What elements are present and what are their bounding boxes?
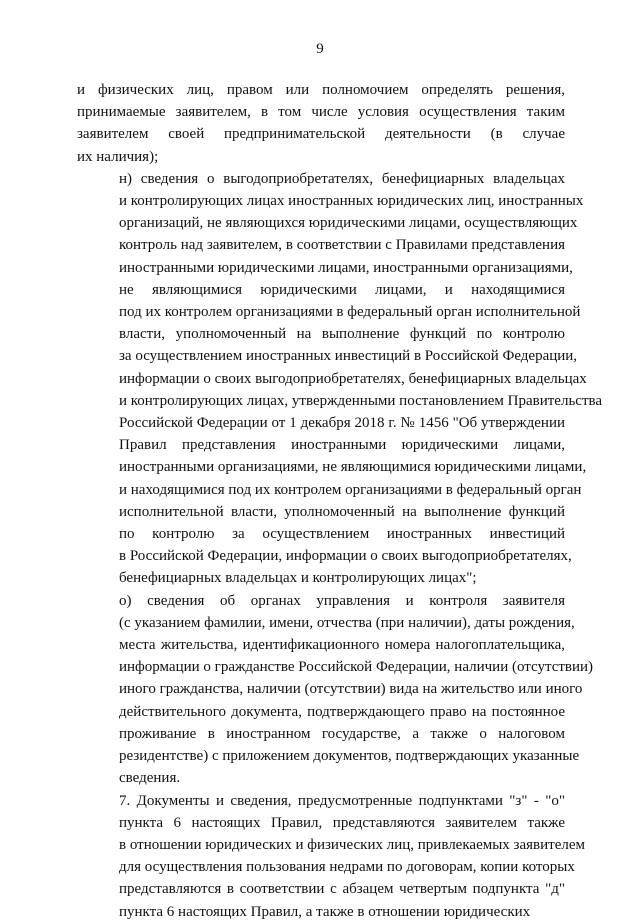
text-line: Российской Федерации от 1 декабря 2018 г. № 1456 "Об утверждении: [119, 415, 565, 432]
text-line: в отношении юридических и физических лиц, привлекаемых заявителем: [119, 836, 585, 853]
text-line: действительного документа, подтверждающего право на постоянное: [119, 703, 565, 720]
text-line: для осуществления пользования недрами по договорам, копии которых: [119, 859, 575, 876]
text-line: 7. Документы и сведения, предусмотренные подпунктами "з" - "о": [119, 792, 565, 809]
text-line: заявителем своей предпринимательской деятельности (в случае: [77, 126, 565, 143]
text-line: за осуществлением иностранных инвестиций в Российской Федерации,: [119, 348, 578, 365]
text-line: пункта 6 настоящих Правил, представляются заявителем также: [119, 814, 565, 831]
text-line: бенефициарных владельцах и контролирующих лицах";: [119, 570, 477, 587]
text-line: их наличия);: [77, 148, 159, 165]
text-line: (с указанием фамилии, имени, отчества (при наличии), даты рождения,: [119, 614, 575, 631]
text-line: принимаемые заявителем, в том числе условия осуществления таким: [77, 104, 565, 121]
text-line: исполнительной власти, уполномоченный на выполнение функций: [119, 503, 565, 520]
paragraph-item-n: [77, 168, 603, 590]
text-line: и контролирующих лицах, утвержденными постановлением Правительства: [119, 392, 603, 409]
text-line: сведения.: [119, 770, 181, 787]
page-number: 9: [316, 41, 324, 57]
text-line: информации о своих выгодоприобретателях, бенефициарных владельцах: [119, 370, 587, 387]
text-line: организаций, не являющихся юридическими лицами, осуществляющих: [119, 215, 578, 232]
text-line: и физических лиц, правом или полномочием определять решения,: [77, 82, 565, 98]
text-line: представляются в соответствии с абзацем четвертым подпункта "д": [119, 881, 565, 898]
paragraph-continuation: [77, 79, 565, 168]
text-line: не являющимися юридическими лицами, и находящимися: [119, 281, 565, 298]
text-line: и контролирующих лицах иностранных юридических лиц, иностранных: [119, 193, 584, 210]
paragraph-item-o: [77, 590, 594, 790]
document-body: [77, 79, 603, 923]
text-line: резидентстве) с приложением документов, подтверждающих указанные: [119, 748, 580, 765]
text-line: о) сведения об органах управления и контроля заявителя: [119, 592, 565, 609]
text-line: пункта 6 настоящих Правил, а также в отношении юридических: [119, 903, 531, 920]
text-line: информации о гражданстве Российской Федерации, наличии (отсутствии): [119, 659, 594, 676]
text-line: по контролю за осуществлением иностранных инвестиций: [119, 526, 565, 543]
text-line: контроль над заявителем, в соответствии с Правилами представления: [119, 237, 565, 254]
text-line: в Российской Федерации, информации о своих выгодоприобретателях,: [119, 548, 572, 565]
text-line: проживание в иностранном государстве, а также о налоговом: [119, 725, 565, 742]
text-line: и находящимися под их контролем организациями в федеральный орган: [119, 481, 582, 498]
text-line: власти, уполномоченный на выполнение функций по контролю: [119, 326, 565, 343]
text-line: н) сведения о выгодоприобретателях, бенефициарных владельцах: [119, 170, 565, 187]
text-line: иного гражданства, наличии (отсутствии) вида на жительство или иного: [119, 681, 583, 698]
text-line: иностранными организациями, не являющимися юридическими лицами,: [119, 459, 587, 476]
text-line: под их контролем организациями в федеральный орган исполнительной: [119, 304, 581, 321]
text-line: иностранными юридическими лицами, иностранными организациями,: [119, 259, 573, 276]
paragraph-item-7: [77, 790, 585, 923]
text-line: места жительства, идентификационного номера налогоплательщика,: [119, 637, 565, 654]
text-line: Правил представления иностранными юридическими лицами,: [119, 437, 565, 454]
